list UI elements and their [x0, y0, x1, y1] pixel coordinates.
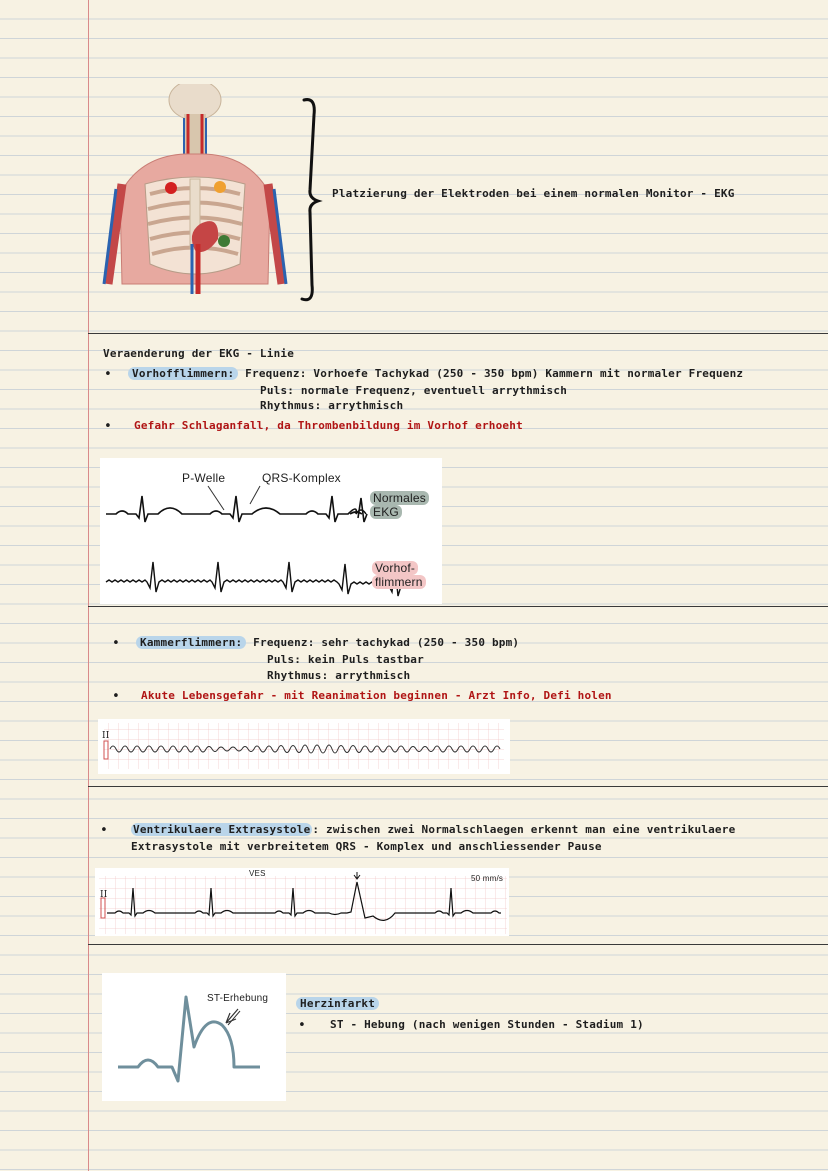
- qrs-label: QRS-Komplex: [262, 471, 341, 485]
- anatomy-illustration: [100, 84, 290, 294]
- mi-heading: [296, 996, 379, 1011]
- vf-ecg-trace: [98, 719, 510, 774]
- legend-af-line2: flimmern: [372, 575, 426, 589]
- af-frequency: Frequenz: Vorhoefe Tachykad (250 - 350 bpm) Kammern mit normaler Frequenz: [245, 367, 744, 380]
- af-rhythm: Rhythmus: arrythmisch: [260, 399, 404, 412]
- af-line-1: [128, 366, 743, 381]
- ves-ecg-trace: [95, 868, 509, 936]
- electrode-caption: Platzierung der Elektroden bei einem normalen Monitor - EKG: [332, 187, 735, 200]
- vf-pulse: Puls: kein Puls tastbar: [267, 653, 424, 666]
- section-divider: [88, 944, 828, 945]
- p-wave-label: P-Welle: [182, 471, 226, 485]
- legend-normal-line2: EKG: [370, 505, 402, 519]
- mi-bullet-text: ST - Hebung (nach wenigen Stunden - Stadium 1): [330, 1018, 644, 1031]
- vf-frequency: Frequenz: sehr tachykad (250 - 350 bpm): [253, 636, 520, 649]
- ves-desc-2: Extrasystole mit verbreitetem QRS - Komplex und anschliessender Pause: [131, 840, 602, 853]
- paper-speed-label: 50 mm/s: [471, 874, 504, 883]
- vf-rhythm: Rhythmus: arrythmisch: [267, 669, 411, 682]
- bullet: •: [112, 689, 120, 704]
- section-divider: [88, 786, 828, 787]
- st-elevation-label: ST-Erhebung: [207, 993, 269, 1004]
- mi-term: Herzinfarkt: [296, 997, 379, 1010]
- section-heading: Veraenderung der EKG - Linie: [103, 347, 295, 360]
- bullet: •: [100, 823, 108, 838]
- section-divider: [88, 333, 828, 334]
- section-divider: [88, 606, 828, 607]
- bullet: •: [104, 367, 112, 382]
- ves-line-1: [131, 822, 735, 837]
- vf-term: Kammerflimmern:: [136, 636, 246, 649]
- legend-normal-line1: Normales: [370, 491, 429, 505]
- bullet: •: [112, 636, 120, 651]
- st-curve: [102, 973, 286, 1101]
- st-elevation-figure: [102, 973, 286, 1101]
- bullet: •: [298, 1018, 306, 1033]
- ves-ecg-strip: [95, 868, 509, 936]
- af-pulse: Puls: normale Frequenz, eventuell arrythmisch: [260, 384, 568, 397]
- legend-normal: [370, 491, 429, 519]
- vf-line-1: [136, 635, 519, 650]
- lead-label: II: [102, 731, 110, 741]
- ves-desc-1: : zwischen zwei Normalschlaegen erkennt man eine ventrikulaere: [312, 823, 736, 836]
- ves-marker-label: VES: [249, 869, 266, 878]
- legend-af: [372, 561, 426, 589]
- vf-warning: Akute Lebensgefahr - mit Reanimation beginnen - Arzt Info, Defi holen: [141, 689, 612, 702]
- bullet: •: [104, 419, 112, 434]
- curly-brace: [294, 95, 324, 305]
- af-warning: Gefahr Schlaganfall, da Thrombenbildung im Vorhof erhoeht: [134, 419, 523, 432]
- lead-label: II: [100, 890, 108, 900]
- af-ecg-figure: [100, 458, 442, 604]
- ves-term: Ventrikulaere Extrasystole: [133, 823, 311, 836]
- margin-line: [88, 0, 89, 1171]
- legend-af-line1: Vorhof-: [372, 561, 418, 575]
- vf-ecg-strip: [98, 719, 510, 774]
- af-term: Vorhofflimmern:: [128, 367, 238, 380]
